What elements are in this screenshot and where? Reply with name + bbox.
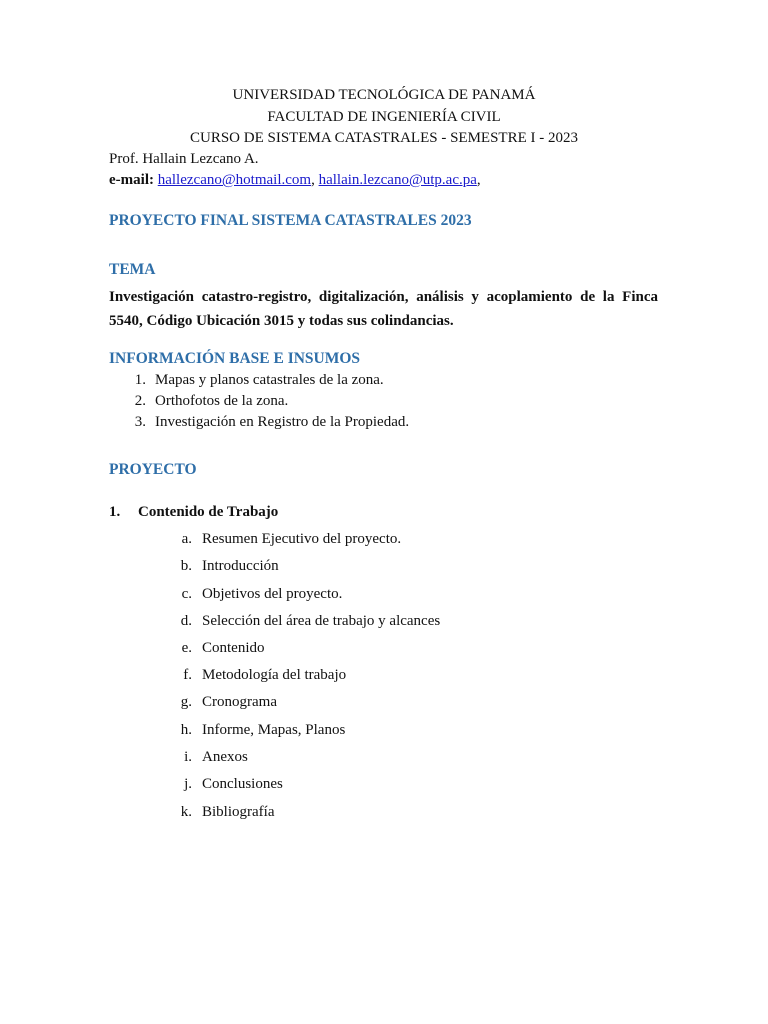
list-item-number: 2. xyxy=(134,393,146,409)
proyecto-heading: PROYECTO xyxy=(109,461,197,478)
list-item-text: Informe, Mapas, Planos xyxy=(202,722,346,738)
list-item-text: Orthofotos de la zona. xyxy=(155,393,289,409)
list-item-letter: d. xyxy=(180,613,192,629)
list-item-text: Resumen Ejecutivo del proyecto. xyxy=(202,531,402,547)
faculty-name: FACULTAD DE INGENIERÍA CIVIL xyxy=(267,109,501,125)
list-item-text: Metodología del trabajo xyxy=(202,667,347,683)
course-name: CURSO DE SISTEMA CATASTRALES - SEMESTRE I - 2023 xyxy=(189,130,578,146)
list-item-letter: k. xyxy=(180,804,192,820)
list-item-number: 3. xyxy=(134,414,146,430)
list-item-text: Conclusiones xyxy=(202,776,283,792)
list-item-letter: j. xyxy=(184,776,192,792)
list-item-text: Bibliografía xyxy=(202,804,275,820)
list-item-letter: i. xyxy=(184,749,192,765)
tema-text: Investigación catastro-registro, digitalización, análisis y acoplamiento de la Finca 5540, Código Ubicación 3015 y todas sus colindancias. xyxy=(109,289,658,329)
list-item-letter: f. xyxy=(183,667,192,683)
email-trailing-comma: , xyxy=(476,172,481,188)
list-item-text: Anexos xyxy=(202,749,248,765)
list-item-text: Selección del área de trabajo y alcances xyxy=(202,613,441,629)
tema-heading: TEMA xyxy=(109,261,156,278)
section-number: 1. xyxy=(109,504,121,520)
list-item-letter: e. xyxy=(181,640,192,656)
informacion-heading: INFORMACIÓN BASE E INSUMOS xyxy=(109,350,361,367)
list-item-text: Cronograma xyxy=(202,694,277,710)
email-line xyxy=(109,170,481,190)
list-item-text: Objetivos del proyecto. xyxy=(202,586,343,602)
list-item-letter: a. xyxy=(181,531,192,547)
email-link-utp[interactable]: hallain.lezcano@utp.ac.pa xyxy=(318,172,477,188)
list-item-letter: h. xyxy=(180,722,192,738)
list-item-number: 1. xyxy=(134,372,146,388)
list-item-text: Investigación en Registro de la Propiedad. xyxy=(155,414,410,430)
list-item-letter: b. xyxy=(180,558,192,574)
section-title: Contenido de Trabajo xyxy=(138,504,279,520)
email-separator: , xyxy=(311,172,315,188)
email-label: e-mail: xyxy=(109,172,154,188)
professor-name: Prof. Hallain Lezcano A. xyxy=(109,151,259,167)
list-item-text: Introducción xyxy=(202,558,279,574)
university-name: UNIVERSIDAD TECNOLÓGICA DE PANAMÁ xyxy=(232,87,536,103)
email-link-hotmail[interactable]: hallezcano@hotmail.com xyxy=(157,172,312,188)
list-item-letter: g. xyxy=(180,694,192,710)
list-item-letter: c. xyxy=(181,586,192,602)
project-title: PROYECTO FINAL SISTEMA CATASTRALES 2023 xyxy=(109,212,472,229)
list-item-text: Contenido xyxy=(202,640,265,656)
list-item-text: Mapas y planos catastrales de la zona. xyxy=(155,372,384,388)
